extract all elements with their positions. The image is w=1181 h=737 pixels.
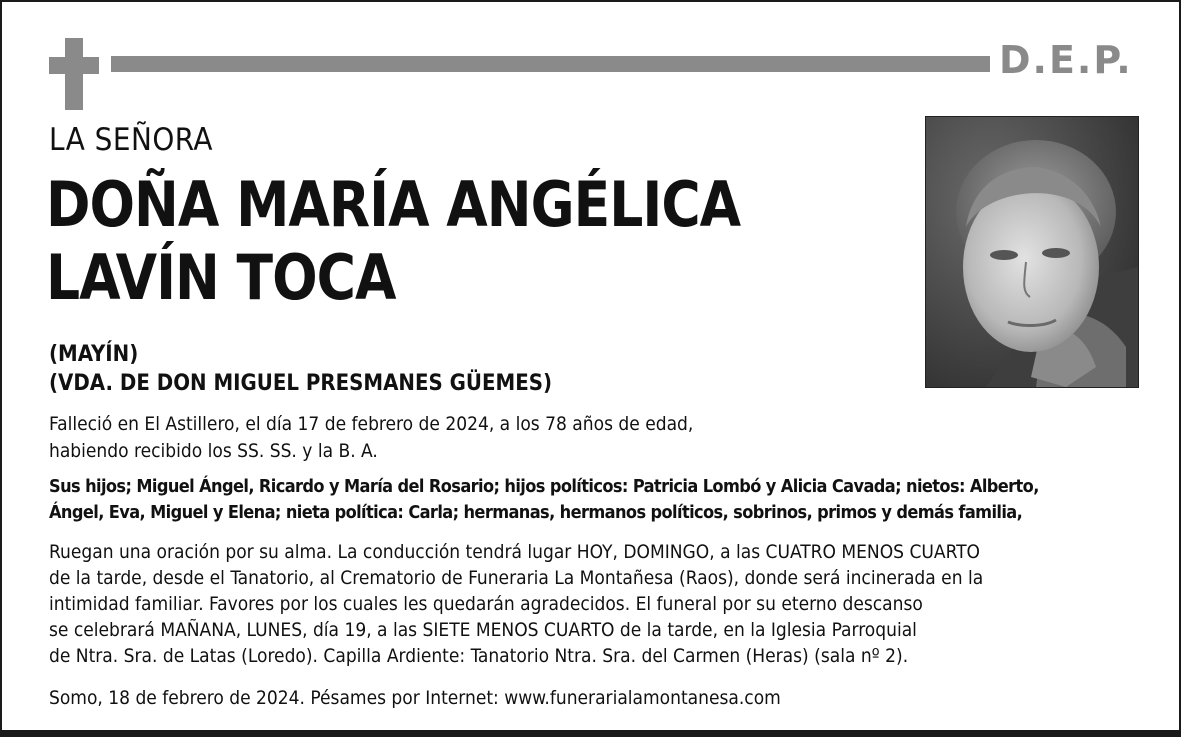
body-line: de la tarde, desde el Tanatorio, al Crematorio de Funeraria La Montañesa (Raos), donde será incinerada en la	[49, 567, 984, 589]
family-list	[49, 474, 1149, 526]
title-prefix: LA SEÑORA	[49, 122, 213, 158]
death-info	[49, 411, 693, 465]
family-line-1: Sus hijos; Miguel Ángel, Ricardo y María del Rosario; hijos políticos: Patricia Lombó y Alicia Cavada; nietos: Alberto,	[49, 476, 1039, 497]
body-line: de Ntra. Sra. de Latas (Loredo). Capilla Ardiente: Tanatorio Ntra. Sra. del Carmen (Heras) (sala nº 2).	[49, 645, 909, 667]
cross-icon	[65, 38, 83, 110]
deceased-name	[46, 168, 740, 314]
header-rule	[111, 56, 990, 72]
death-line-1: Falleció en El Astillero, el día 17 de febrero de 2024, a los 78 años de edad,	[49, 413, 694, 435]
body-line: se celebrará MAÑANA, LUNES, día 19, a las SIETE MENOS CUARTO de la tarde, en la Iglesia Parroquial	[49, 619, 917, 641]
ceremony-details	[49, 539, 983, 669]
name-line-2: LAVÍN TOCA	[46, 241, 396, 314]
death-line-2: habiendo recibido los SS. SS. y la B. A.	[49, 440, 378, 462]
body-line: intimidad familiar. Favores por los cuales les quedarán agradecidos. El funeral por su eterno descanso	[49, 593, 923, 615]
widow-of: (VDA. DE DON MIGUEL PRESMANES GÜEMES)	[49, 371, 553, 396]
bottom-rule	[2, 730, 1179, 735]
name-line-1: DOÑA MARÍA ANGÉLICA	[46, 168, 741, 241]
body-line: Ruegan una oración por su alma. La conducción tendrá lugar HOY, DOMINGO, a las CUATRO MENOS CUARTO	[49, 541, 980, 563]
dep-label: D.E.P.	[999, 38, 1133, 82]
footer-line: Somo, 18 de febrero de 2024. Pésames por Internet: www.funerarialamontanesa.com	[49, 687, 781, 709]
cross-icon-arm	[49, 57, 99, 74]
alias-block	[49, 340, 552, 398]
nickname: (MAYÍN)	[49, 342, 139, 367]
family-line-2: Ángel, Eva, Miguel y Elena; nieta política: Carla; hermanas, hermanos políticos, sobrinos, primos y demás familia,	[49, 502, 1023, 523]
portrait-photo	[925, 116, 1139, 388]
